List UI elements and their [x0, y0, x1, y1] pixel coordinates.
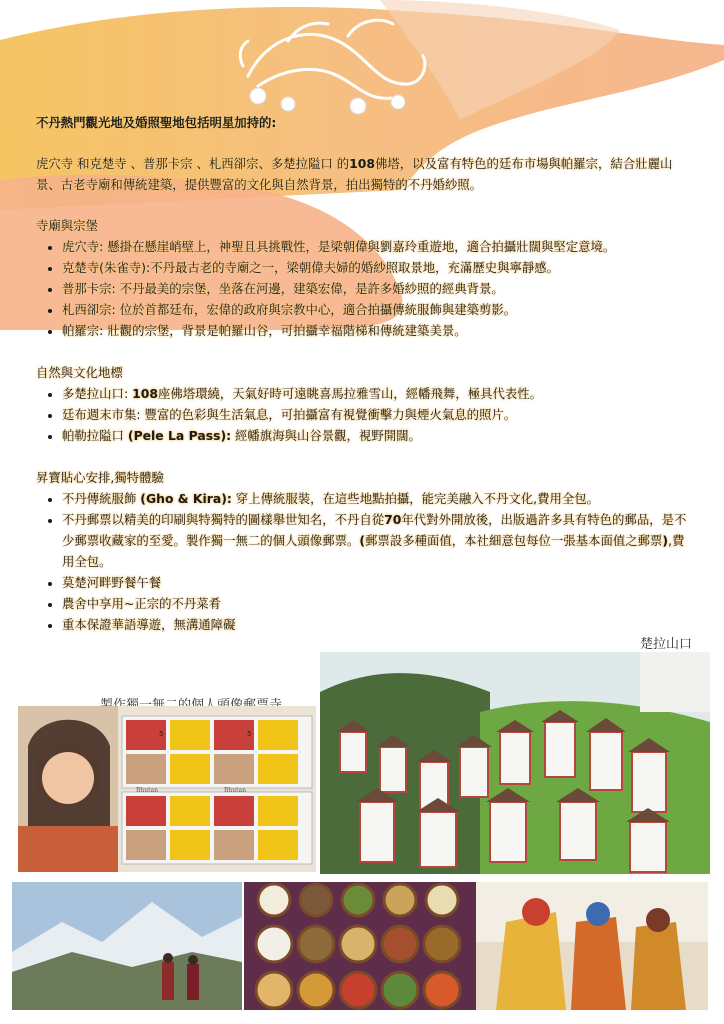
- item-bold: (Gho & Kira):: [140, 491, 232, 506]
- temples-title: 寺廟與宗堡: [36, 218, 98, 233]
- item-lead: 多楚拉山口:: [62, 386, 133, 401]
- temple-name: 普那卡宗:: [62, 281, 120, 296]
- item-bold: 70: [384, 512, 402, 527]
- item-bold: (Pele La Pass):: [127, 428, 232, 443]
- item-bold: 108: [132, 386, 158, 401]
- stamp-value-label: 5: [247, 730, 252, 738]
- temple-desc: 位於首都廷布，宏偉的政府與宗教中心，適合拍攝傳統服飾與建築剪影。: [119, 302, 517, 317]
- temple-desc: 不丹最古老的寺廟之一，梁朝偉夫婦的婚紗照取景地，充滿歷史與寧靜感。: [150, 260, 560, 275]
- page-heading: 不丹熱門觀光地及婚照聖地包括明星加持的:: [36, 115, 277, 130]
- temple-desc: 壯觀的宗堡，背景是帕羅山谷，可拍攝幸福階梯和傳統建築美景。: [107, 323, 467, 338]
- nature-title: 自然與文化地標: [36, 365, 123, 380]
- intro-text-b: 佛塔，以及富有特色的廷布市場與帕羅宗，結合壯麗山景、古老寺廟和傳統建築，提供豐富的文化與自然背景，拍出獨特的不丹婚紗照。: [36, 156, 673, 192]
- item-lead: 不丹郵票以精美的印刷與特獨特的圖樣舉世知名，不丹自從: [62, 512, 385, 527]
- item-lead: 不丹傳統服飾: [62, 491, 141, 506]
- special-list: [36, 488, 696, 635]
- item-text: ,費用全包。: [62, 533, 685, 569]
- list-item: [62, 488, 696, 509]
- list-item: [62, 320, 696, 341]
- item-lead: 廷布週末市集:: [62, 407, 145, 422]
- special-title: 昇寶貼心安排,獨特體驗: [36, 470, 164, 485]
- temple-desc: 不丹最美的宗堡，坐落在河邊，建築宏偉，是許多婚紗照的經典背景。: [119, 281, 504, 296]
- dochula-caption: 楚拉山口: [640, 637, 693, 652]
- item-text: 穿上傳統服裝，在這些地點拍攝，能完美融入不丹文化,費用全包。: [231, 491, 600, 506]
- item-text: 年代對外開放後，出版過許多具有特色的郵品，是不少郵票收藏家的至愛。製作獨一無二的個人頭像郵票。: [62, 512, 687, 548]
- list-item: [62, 299, 696, 320]
- list-item: [62, 593, 696, 614]
- item-text: 莫楚河畔野餐午餐: [62, 575, 162, 590]
- nature-list: [36, 383, 696, 446]
- item-bold: ): [662, 533, 669, 548]
- dragon-emblem-icon: [228, 6, 438, 118]
- intro-bold: 108: [349, 156, 376, 171]
- list-item: [62, 257, 696, 278]
- temples-list: [36, 236, 696, 341]
- stamp-country-label: Bhutan: [136, 787, 158, 794]
- item-text: 農舍中享用~正宗的不丹菜肴: [62, 596, 222, 611]
- temple-name: 虎穴寺:: [62, 239, 108, 254]
- item-text: 郵票設多種面值，本社細意包每位一張基本面值之郵票: [365, 533, 663, 548]
- item-bold: (: [359, 533, 366, 548]
- temple-name: 克楚寺(朱雀寺):: [62, 260, 151, 275]
- stamp-country-label: Bhutan: [224, 787, 246, 794]
- list-item: [62, 614, 696, 635]
- main-content: [36, 112, 696, 635]
- list-item: [62, 404, 696, 425]
- temple-name: 帕羅宗:: [62, 323, 108, 338]
- item-text: 豐富的色彩與生活氣息，可拍攝富有視覺衝擊力與煙火氣息的照片。: [144, 407, 517, 422]
- mask-dance-photo: [476, 882, 708, 1010]
- item-text: 經幡旗海與山谷景觀，視野開闊。: [231, 428, 421, 443]
- list-item: [62, 278, 696, 299]
- personal-stamp-photo: [18, 706, 316, 872]
- list-item: [62, 383, 696, 404]
- temple-name: 札西卻宗:: [62, 302, 120, 317]
- list-item: [62, 425, 696, 446]
- item-lead: 帕勒拉隘口: [62, 428, 128, 443]
- bhutanese-food-photo: [244, 882, 476, 1010]
- dochula-pass-photo: [320, 652, 710, 874]
- temple-desc: 懸掛在懸崖峭壁上，神聖且具挑戰性，是梁朝偉與劉嘉玲重遊地，適合拍攝壯闊與堅定意境。: [107, 239, 616, 254]
- list-item: [62, 236, 696, 257]
- intro-text-a: 虎穴寺 和克楚寺 、普那卡宗 、札西卻宗、多楚拉隘口 的: [36, 156, 350, 171]
- mountain-trek-photo: [12, 882, 242, 1010]
- stamp-value-label: 5: [159, 730, 164, 738]
- list-item: [62, 572, 696, 593]
- list-item: [62, 509, 696, 572]
- intro-paragraph: [36, 153, 696, 195]
- item-text: 重本保證華語導遊，無溝通障礙: [62, 617, 236, 632]
- item-text: 座佛塔環繞，天氣好時可遠眺喜馬拉雅雪山，經幡飛舞，極具代表性。: [157, 386, 543, 401]
